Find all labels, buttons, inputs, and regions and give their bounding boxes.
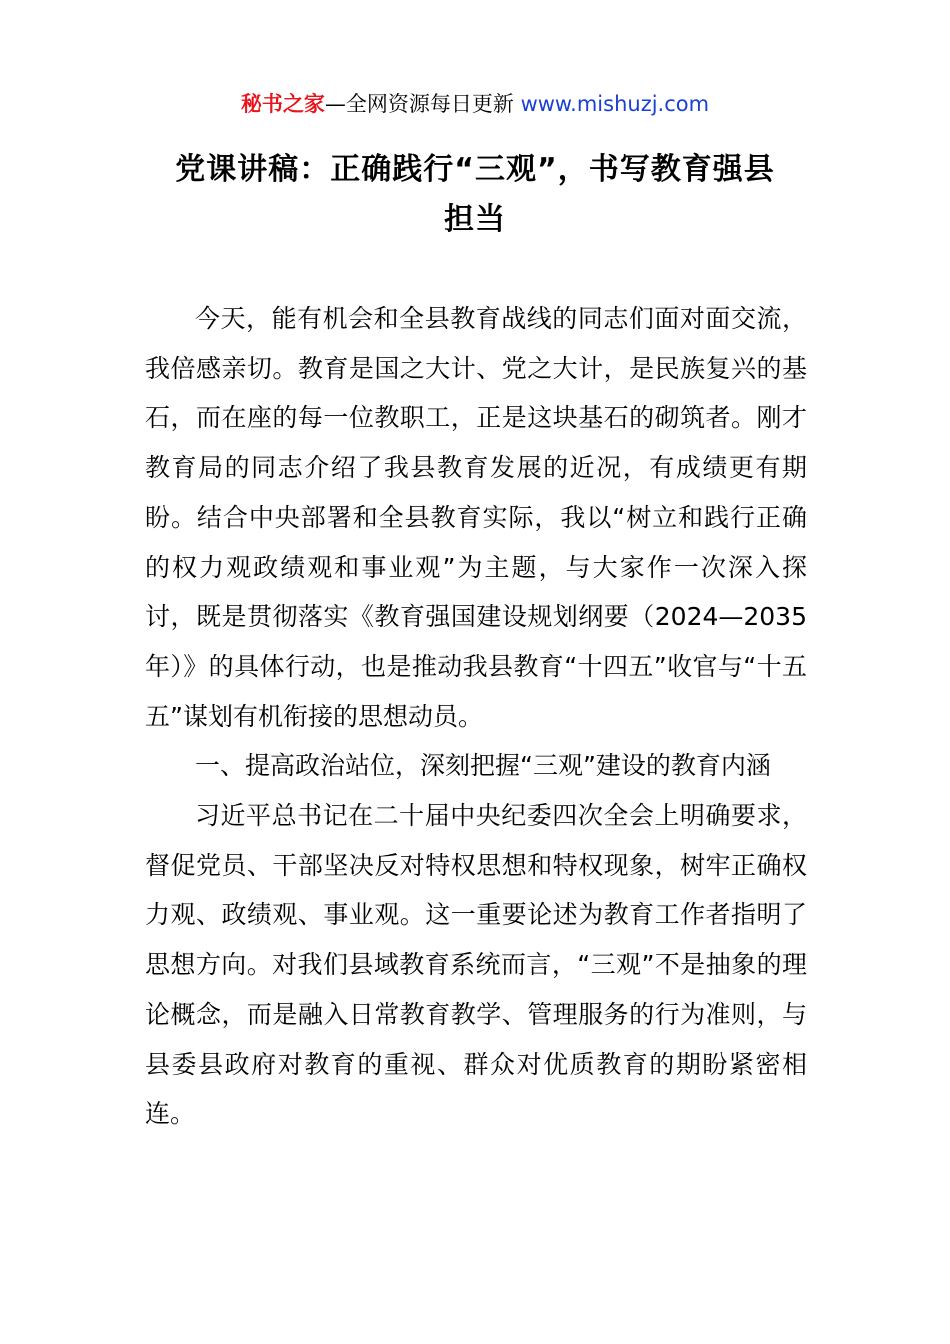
- site-link[interactable]: www.mishuzj.com: [520, 92, 710, 116]
- site-header: [0, 88, 950, 120]
- paragraph-section-1: 习近平总书记在二十届中央纪委四次全会上明确要求，督促党员、干部坚决反对特权思想和特权现象，树牢正确权力观、政绩观、事业观。这一重要论述为教育工作者指明了思想方向。对我们县域教育系统而言，“三观”不是抽象的理论概念，而是融入日常教育教学、管理服务的行为准则，与县委县政府对教育的重视、群众对优质教育的期盼紧密相连。: [145, 801, 807, 1129]
- header-tagline: —全网资源每日更新: [324, 92, 521, 116]
- document-title: [140, 145, 810, 245]
- title-line-1: 党课讲稿：正确践行“三观”，书写教育强县: [175, 152, 775, 187]
- document-body: [145, 294, 807, 1139]
- title-line-2: 担当: [444, 202, 506, 237]
- brand-name: 秘书之家: [240, 92, 325, 116]
- paragraph-intro: 今天，能有机会和全县教育战线的同志们面对面交流，我倍感亲切。教育是国之大计、党之大计，是民族复兴的基石，而在座的每一位教职工，正是这块基石的砌筑者。刚才教育局的同志介绍了我县教育发展的近况，有成绩更有期盼。结合中央部署和全县教育实际，我以“树立和践行正确的权力观政绩观和事业观”为主题，与大家作一次深入探讨，既是贯彻落实《教育强国建设规划纲要（2024—2035年）》的具体行动，也是推动我县教育“十四五”收官与“十五五”谋划有机衔接的思想动员。: [145, 304, 807, 731]
- section-heading-1: 一、提高政治站位，深刻把握“三观”建设的教育内涵: [195, 751, 771, 781]
